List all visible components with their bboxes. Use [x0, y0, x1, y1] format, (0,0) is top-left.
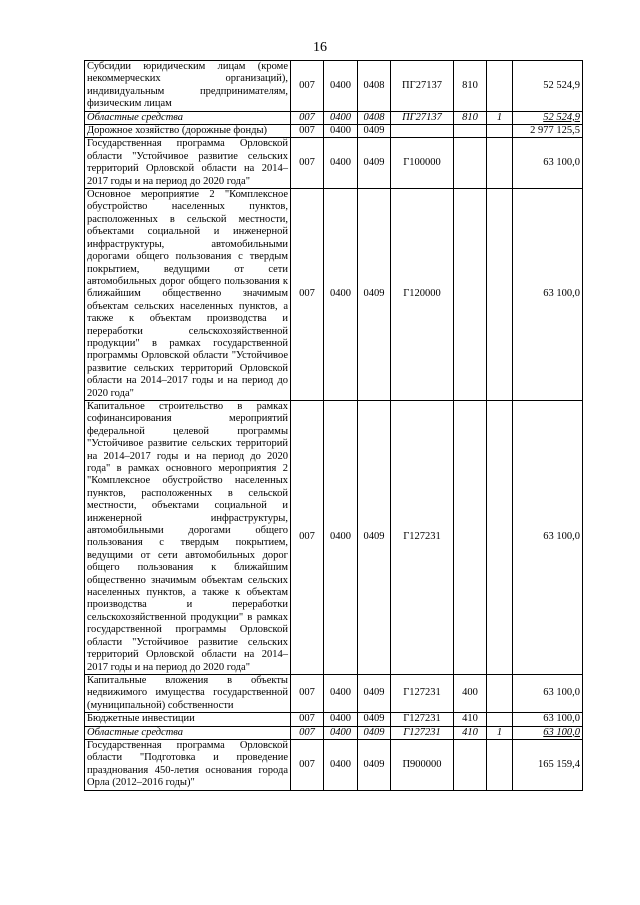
amount-cell [513, 726, 583, 739]
amount-value: 165 159,4 [538, 758, 580, 770]
target-article-cell: ПГ27137 [391, 111, 454, 124]
target-article-cell [391, 125, 454, 138]
table-row [85, 713, 583, 726]
amount-cell [513, 674, 583, 712]
expense-type-cell [454, 739, 487, 790]
amount-cell [513, 125, 583, 138]
subsection-code-cell: 0409 [358, 138, 391, 189]
page-number: 16 [313, 40, 327, 55]
fund-source-cell [487, 61, 513, 112]
amount-value: 63 100,0 [543, 726, 580, 738]
expense-type-cell: 400 [454, 674, 487, 712]
expense-type-cell: 410 [454, 726, 487, 739]
amount-value: 63 100,0 [543, 531, 580, 543]
row-name-cell: Дорожное хозяйство (дорожные фонды) [85, 125, 291, 138]
row-name-cell: Государственная программа Орловской области "Устойчивое развитие сельских территорий Орловской области на 2014–2017 годы и на период до 2020 года" [85, 138, 291, 189]
section-code-cell: 0400 [324, 713, 358, 726]
ministry-code-cell: 007 [291, 61, 324, 112]
row-name-cell: Капитальные вложения в объекты недвижимого имущества государственной (муниципальной) собственности [85, 674, 291, 712]
section-code-cell: 0400 [324, 400, 358, 674]
expense-type-cell [454, 189, 487, 401]
fund-source-cell [487, 674, 513, 712]
expense-type-cell: 810 [454, 111, 487, 124]
row-name-cell: Основное мероприятие 2 "Комплексное обустройство населенных пунктов, расположенных в сельской местности, объектами социальной и инженерной инфраструктуры, автомобильными дорогами общего пользования с твердым покрытием, ведущими от сети автомобильных дорог общего пользования к ближайшим общественно значимым объектам сельских населенных пунктов, а также к объектам производства и переработки сельскохозяйственной продукции" в рамках государственной программы Орловской области "Устойчивое развитие сельских территорий Орловской области на 2014–2017 годы и на период до 2020 года" [85, 189, 291, 401]
subsection-code-cell: 0409 [358, 189, 391, 401]
ministry-code-cell: 007 [291, 138, 324, 189]
subsection-code-cell: 0409 [358, 125, 391, 138]
amount-value: 63 100,0 [543, 713, 580, 725]
section-code-cell: 0400 [324, 61, 358, 112]
expense-type-cell: 410 [454, 713, 487, 726]
fund-source-cell [487, 138, 513, 189]
table-row [85, 739, 583, 790]
section-code-cell: 0400 [324, 726, 358, 739]
amount-value: 63 100,0 [543, 288, 580, 300]
subsection-code-cell: 0409 [358, 713, 391, 726]
expense-type-cell: 810 [454, 61, 487, 112]
fund-source-cell: 1 [487, 726, 513, 739]
target-article-cell: Г127231 [391, 400, 454, 674]
table-row [85, 138, 583, 189]
ministry-code-cell: 007 [291, 739, 324, 790]
fund-source-cell: 1 [487, 111, 513, 124]
table-row [85, 189, 583, 401]
amount-value: 52 524,9 [543, 79, 580, 91]
amount-cell [513, 111, 583, 124]
table-body [85, 61, 583, 791]
section-code-cell: 0400 [324, 674, 358, 712]
target-article-cell: Г120000 [391, 189, 454, 401]
target-article-cell: Г100000 [391, 138, 454, 189]
fund-source-cell [487, 713, 513, 726]
section-code-cell: 0400 [324, 125, 358, 138]
section-code-cell: 0400 [324, 111, 358, 124]
amount-value: 52 524,9 [543, 111, 580, 123]
amount-cell [513, 189, 583, 401]
section-code-cell: 0400 [324, 739, 358, 790]
ministry-code-cell: 007 [291, 189, 324, 401]
subsection-code-cell: 0408 [358, 111, 391, 124]
amount-cell [513, 400, 583, 674]
fund-source-cell [487, 400, 513, 674]
fund-source-cell [487, 125, 513, 138]
table-row [85, 674, 583, 712]
section-code-cell: 0400 [324, 138, 358, 189]
fund-source-cell [487, 739, 513, 790]
row-name-cell: Областные средства [85, 111, 291, 124]
row-name-cell: Капитальное строительство в рамках софинансирования мероприятий федеральной целевой программы "Устойчивое развитие сельских территорий на 2014–2017 годы и на период до 2020 года" в рамках основного мероприятия 2 "Комплексное обустройство населенных пунктов, расположенных в сельской местности, объектами социальной и инженерной инфраструктуры, автомобильными дорогами общего пользования с твердым покрытием, ведущими от сети автомобильных дорог общего пользования к ближайшим общественно значимым объектам сельских населенных пунктов, а также к объектам производства и переработки сельскохозяйственной продукции" в рамках государственной программы Орловской области "Устойчивое развитие сельских территорий Орловской области на 2014–2017 годы и на период до 2020 года" [85, 400, 291, 674]
table-row [85, 61, 583, 112]
table-row [85, 111, 583, 124]
target-article-cell: Г127231 [391, 726, 454, 739]
target-article-cell: П900000 [391, 739, 454, 790]
expense-type-cell [454, 138, 487, 189]
table-row [85, 125, 583, 138]
amount-value: 63 100,0 [543, 687, 580, 699]
amount-cell [513, 739, 583, 790]
ministry-code-cell: 007 [291, 726, 324, 739]
ministry-code-cell: 007 [291, 713, 324, 726]
subsection-code-cell: 0409 [358, 739, 391, 790]
amount-cell [513, 138, 583, 189]
expense-type-cell [454, 400, 487, 674]
subsection-code-cell: 0409 [358, 400, 391, 674]
section-code-cell: 0400 [324, 189, 358, 401]
expense-type-cell [454, 125, 487, 138]
target-article-cell: Г127231 [391, 674, 454, 712]
amount-cell [513, 61, 583, 112]
amount-value: 2 977 125,5 [530, 125, 580, 137]
ministry-code-cell: 007 [291, 400, 324, 674]
row-name-cell: Субсидии юридическим лицам (кроме некоммерческих организаций), индивидуальным предпринимателям, физическим лицам [85, 61, 291, 112]
ministry-code-cell: 007 [291, 674, 324, 712]
fund-source-cell [487, 189, 513, 401]
target-article-cell: ПГ27137 [391, 61, 454, 112]
row-name-cell: Бюджетные инвестиции [85, 713, 291, 726]
table-row [85, 726, 583, 739]
subsection-code-cell: 0408 [358, 61, 391, 112]
amount-cell [513, 713, 583, 726]
ministry-code-cell: 007 [291, 125, 324, 138]
subsection-code-cell: 0409 [358, 674, 391, 712]
subsection-code-cell: 0409 [358, 726, 391, 739]
table-row [85, 400, 583, 674]
amount-value: 63 100,0 [543, 157, 580, 169]
row-name-cell: Государственная программа Орловской области "Подготовка и проведение празднования 450-летия основания города Орла (2012–2016 годы)" [85, 739, 291, 790]
ministry-code-cell: 007 [291, 111, 324, 124]
row-name-cell: Областные средства [85, 726, 291, 739]
budget-table [84, 60, 583, 791]
target-article-cell: Г127231 [391, 713, 454, 726]
